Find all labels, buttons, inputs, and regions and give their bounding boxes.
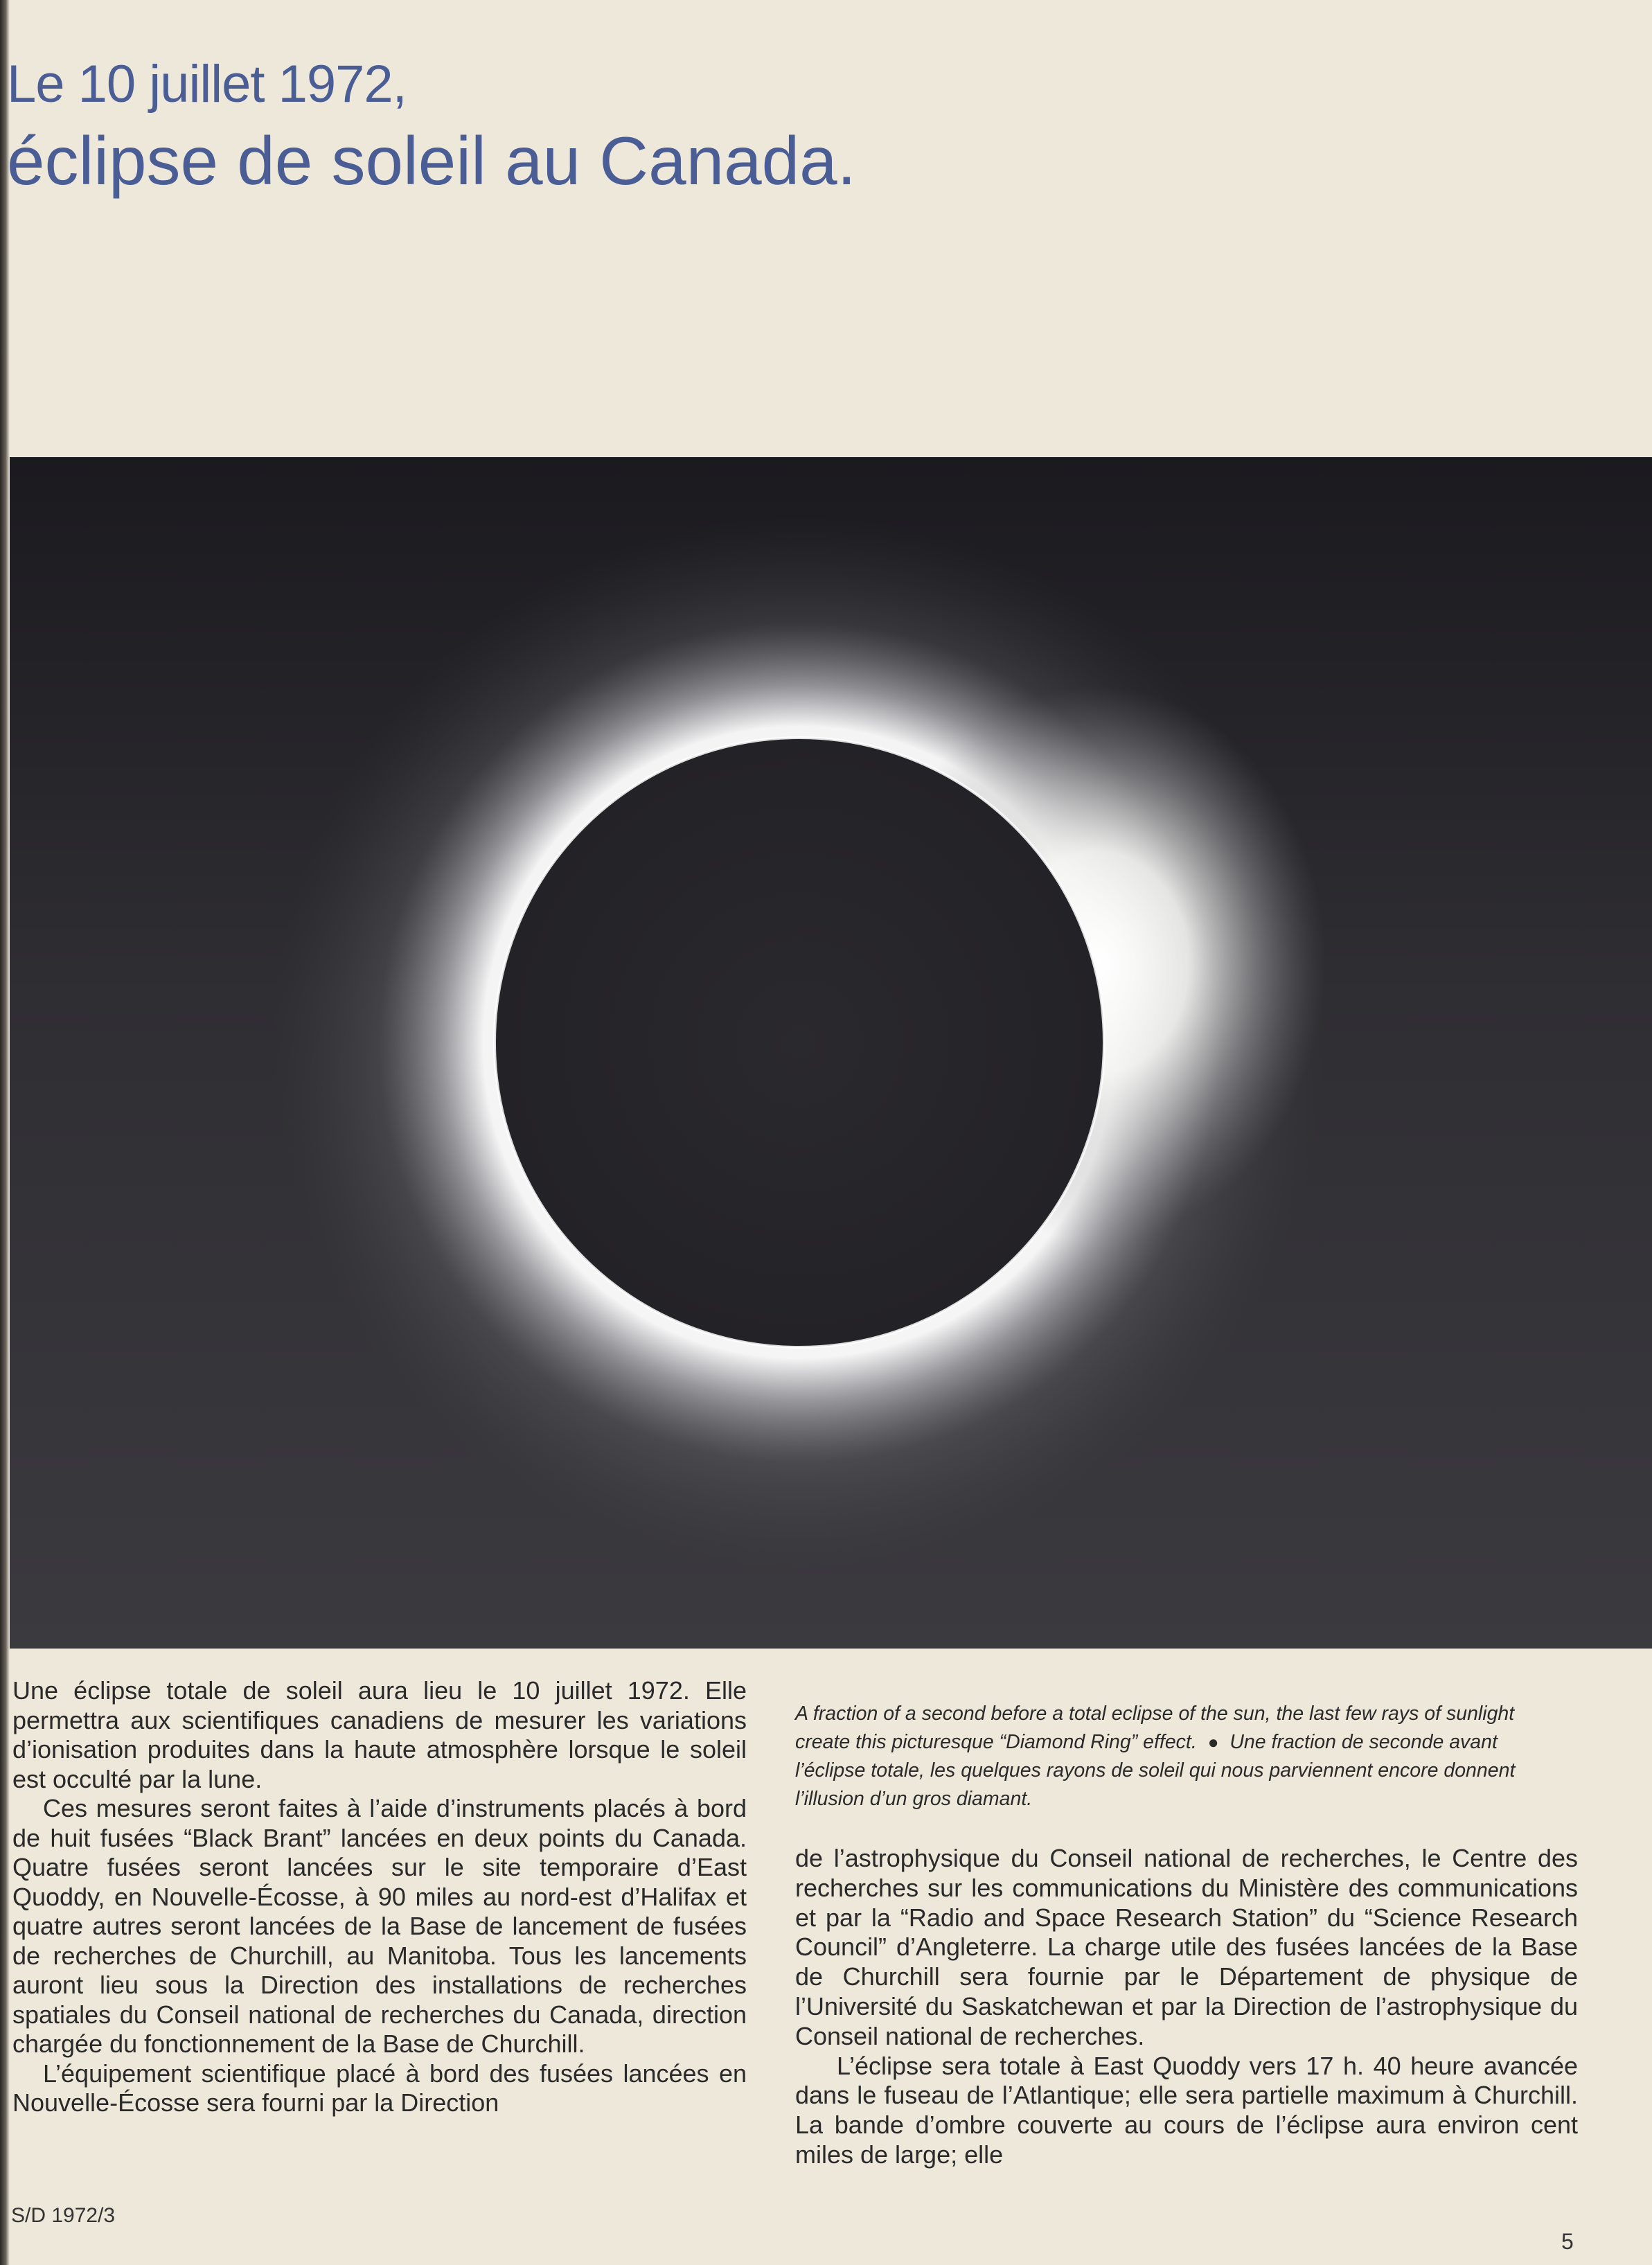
article-paragraph: Ces mesures seront faites à l’aide d’instruments placés à bord de huit fusées “Black Brant” lancées en deux points du Canada. Quatre fusées seront lancées sur le site temporaire d’East Quoddy, en Nouvelle-Écosse, à 90 miles au nord-est d’Halifax et quatre autres seront lancées de la Base de lancement de fusées de recherches de Churchill, au Manitoba. Tous les lancements auront lieu sous la Direction des installations de recherches spatiales du Conseil national de recherches du Canada, direction chargée du fonctionnement de la Base de Churchill. <box>12 1794 747 2058</box>
moon-disc <box>495 738 1104 1347</box>
page-binding-shadow <box>0 0 10 2265</box>
eclipse-photo <box>10 457 1652 1649</box>
article-paragraph: L’équipement scientifique placé à bord des fusées lancées en Nouvelle-Écosse sera fourni par la Direction <box>12 2059 747 2117</box>
article-paragraph: de l’astrophysique du Conseil national de recherches, le Centre des recherches sur les communications du Ministère des communications et par la “Radio and Space Research Station” du “Science Research Council” d’Angleterre. La charge utile des fusées lancées de la Base de Churchill sera fournie par le Département de physique de l’Université du Saskatchewan et par la Direction de l’astrophysique du Conseil national de recherches. <box>795 1844 1578 2050</box>
photo-caption <box>795 1700 1565 1813</box>
article-right-column <box>795 1844 1578 2170</box>
caption-french: Une fraction de seconde avant l’éclipse totale, les quelques rayons de soleil qui nous parviennent encore donnent l’illusion d’un gros diamant. <box>795 1731 1516 1810</box>
caption-english: A fraction of a second before a total eclipse of the sun, the last few rays of sunlight create this picturesque “Diamond Ring” effect. <box>795 1703 1515 1753</box>
page-number: 5 <box>1561 2229 1574 2254</box>
article-left-column <box>12 1676 747 2118</box>
title-date-line: Le 10 juillet 1972, <box>7 55 407 114</box>
article-paragraph: L’éclipse sera totale à East Quoddy vers 17 h. 40 heure avancée dans le fuseau de l’Atlantique; elle sera partielle maximum à Churchill. La bande d’ombre couverte au cours de l’éclipse aura environ cent miles de large; elle <box>795 2051 1578 2169</box>
article-paragraph: Une éclipse totale de soleil aura lieu le 10 juillet 1972. Elle permettra aux scientifiques canadiens de mesurer les variations d’ionisation produites dans la haute atmosphère lorsque le soleil est occulté par la lune. <box>12 1676 747 1793</box>
publication-code: S/D 1972/3 <box>11 2204 116 2227</box>
diamond-ring-eclipse-photo <box>10 457 1652 1649</box>
bullet-icon: ● <box>1207 1732 1219 1752</box>
page-title: éclipse de soleil au Canada. <box>7 123 856 199</box>
